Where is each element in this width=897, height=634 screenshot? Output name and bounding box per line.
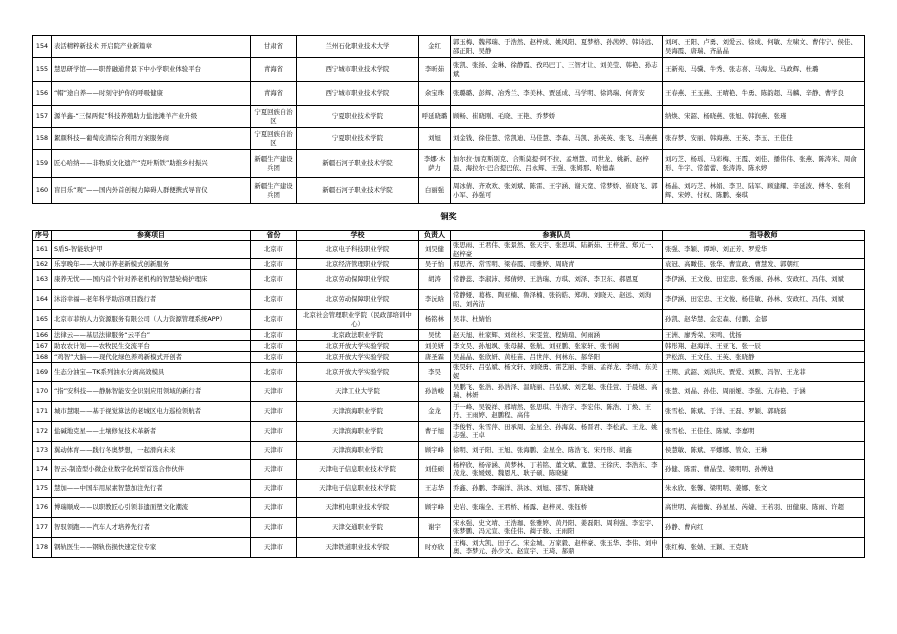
cell-advisors: 刘珂、王阳、卢勇、刘爱云、徐成、何敏、左啸文、曹伟宁、侯佳、吴海霞、唐瑞、齐晶晶 xyxy=(663,36,865,58)
cell-province: 天津市 xyxy=(251,421,297,441)
cell-province: 天津市 xyxy=(251,479,297,497)
cell-project: 智驭领跑——汽车人才培养先行者 xyxy=(52,517,251,537)
cell-project: 城市慧眼——基于视觉算法的老城区电力巡检领航者 xyxy=(52,401,251,421)
cell-advisors: 纳焕、宋韶、杨晓燕、张旭、韩润燕、张瑾 xyxy=(663,106,865,128)
cell-no: 161 xyxy=(33,240,52,259)
cell-school: 天津滨海职业学院 xyxy=(297,441,419,459)
table-row xyxy=(33,270,865,290)
cell-members: 于一峰、吴锐祥、邢靖然、张思琪、牛浩宇、李宏伟、陈浩、丁焕、王丹、王雨婷、赵鹏程、高伟 xyxy=(451,401,663,421)
cell-no: 158 xyxy=(33,128,52,150)
cell-no: 157 xyxy=(33,106,52,128)
table-row xyxy=(33,330,865,341)
cell-leader: 呼延晓璐 xyxy=(419,106,451,128)
cell-members: 王梅、刘大凯、田子乙、宋金城、万家毅、赵梓豪、张玉华、李伟、刘申奥、李梦元、孙少文、赵宣宇、王琦、郝鼎 xyxy=(451,537,663,557)
cell-members: 张思雨、王君伟、张景然、张天宇、张思琪、陆新茹、王梓萱、郑元一、赵梓豪 xyxy=(451,240,663,259)
cell-members: 徐明、刘子阳、王旭、张海鹏、金星全、陈浩飞、宋丹形、胡鑫 xyxy=(451,441,663,459)
cell-school: 天津交通职业学院 xyxy=(297,517,419,537)
cell-school: 北京电子科技职业学院 xyxy=(297,240,419,259)
header-province: 省份 xyxy=(251,231,297,241)
cell-school: 天津工业大学院 xyxy=(297,381,419,401)
cell-school: 天津滨海职业学院 xyxy=(297,421,419,441)
cell-advisors: 韩彤翔、赵海洋、王亚飞、张一辰 xyxy=(663,341,865,352)
table-row xyxy=(33,106,865,128)
cell-no: 171 xyxy=(33,401,52,421)
cell-school: 北京经济管理职业学院 xyxy=(297,259,419,270)
table-row xyxy=(33,401,865,421)
cell-no: 166 xyxy=(33,330,52,341)
cell-leader: 孙浩峻 xyxy=(419,381,451,401)
top-award-table xyxy=(32,35,865,204)
bronze-award-table xyxy=(32,230,865,558)
cell-province: 天津市 xyxy=(251,441,297,459)
cell-leader: 李沅晗 xyxy=(419,290,451,310)
cell-project: 沐浴幸福—老年科学助浴项目践行者 xyxy=(52,290,251,310)
cell-members: 张昊轩、吕弘斌、杨文轩、刘晓勇、雷艺丽、李丽、孟祥龙、李靖、东美妮 xyxy=(451,363,663,382)
cell-school: 新疆石河子职业技术学院 xyxy=(297,150,419,178)
cell-no: 154 xyxy=(33,36,52,58)
table-row xyxy=(33,352,865,363)
table-row xyxy=(33,441,865,459)
cell-advisors: 张雪松、陈斌、于洋、王磊、罗颖、郭晓磊 xyxy=(663,401,865,421)
cell-no: 165 xyxy=(33,310,52,330)
cell-province: 北京市 xyxy=(251,352,297,363)
table-row xyxy=(33,310,865,330)
cell-school: 西宁城市职业技术学院 xyxy=(297,82,419,106)
cell-advisors: 王新苑、马骥、牛秀、张志喜、马海龙、马政辉、杜璐 xyxy=(663,58,865,82)
cell-leader: 李娜·木萨力 xyxy=(419,150,451,178)
cell-no: 177 xyxy=(33,517,52,537)
cell-no: 155 xyxy=(33,58,52,82)
table-row xyxy=(33,341,865,352)
cell-no: 172 xyxy=(33,421,52,441)
cell-school: 北京政法职业学院 xyxy=(297,330,419,341)
cell-no: 156 xyxy=(33,82,52,106)
cell-members: 张璐璐、彭辉、冶秀兰、李美林、贾延成、马学明、徐鸿瑞、何菁安 xyxy=(451,82,663,106)
table-row xyxy=(33,517,865,537)
cell-province: 北京市 xyxy=(251,363,297,382)
cell-project: “帽”途自养——时刻守护你的呼吸健康 xyxy=(52,82,251,106)
cell-members: 邢思齐、常雪明、梁春霞、司雅婷、周晓青 xyxy=(451,259,663,270)
cell-no: 169 xyxy=(33,363,52,382)
cell-advisors: 王洲、廖秀荣、宋鸣、优扬 xyxy=(663,330,865,341)
table-row xyxy=(33,178,865,204)
cell-no: 162 xyxy=(33,259,52,270)
cell-members: 乔鑫、孙鹏、李瑞洋、洪冰、刘旭、邵雪、陈晓婕 xyxy=(451,479,663,497)
cell-advisors: 朱永欣、张馨、梁明明、姜娜、张文 xyxy=(663,479,865,497)
table-row xyxy=(33,459,865,479)
cell-project: “指”安科技——静脉智能安全识别应用领域的新行者 xyxy=(52,381,251,401)
cell-province: 北京市 xyxy=(251,270,297,290)
cell-no: 163 xyxy=(33,270,52,290)
table-row xyxy=(33,240,865,259)
cell-leader: 唐圣霖 xyxy=(419,352,451,363)
cell-advisors: 王期、武韶、刘洪庆、贾爱、刘默、冯智、王龙菲 xyxy=(663,363,865,382)
table-row xyxy=(33,290,865,310)
cell-leader: 白丽强 xyxy=(419,178,451,204)
cell-school: 天津机电职业技术学院 xyxy=(297,497,419,517)
cell-province: 天津市 xyxy=(251,537,297,557)
cell-project: 翼动体育——践行冬奥梦想，一起滑向未来 xyxy=(52,441,251,459)
cell-no: 168 xyxy=(33,352,52,363)
cell-no: 176 xyxy=(33,497,52,517)
cell-advisors: 高世明、高德衡、孙星星、芮婕、王若羽、田健康、陈雨、许超 xyxy=(663,497,865,517)
cell-school: 天津滨海职业学院 xyxy=(297,401,419,421)
cell-advisors: 张慧、刘晶、孙佳、周丽娅、李强、亢春艳、于涵 xyxy=(663,381,865,401)
cell-no: 167 xyxy=(33,341,52,352)
table-row xyxy=(33,128,865,150)
cell-province: 青海省 xyxy=(251,82,297,106)
cell-members: 加尔拉·加克斯别克、合斯莫提·阿不拉、孟增慧、司世龙、姚新、赵梓晨、海拉尔·巴合提巴依、吕永辉、王强、张姆那、哈德森 xyxy=(451,150,663,178)
cell-project: “鸡智”大脑——现代化绿色养鸡新模式开创者 xyxy=(52,352,251,363)
cell-school: 宁夏职业技术学院 xyxy=(297,106,419,128)
cell-no: 164 xyxy=(33,290,52,310)
cell-members: 杨梓欣、杨帝涵、黄梦林、丁若铭、董文斌、董慧、王徐庆、李浩东、李茂龙、张媛媛、魏恩凡、耿子硕、陈晓婕 xyxy=(451,459,663,479)
cell-no: 160 xyxy=(33,178,52,204)
cell-members: 宋永强、史文靖、王浩珈、张雅婷、黄丹阳、姜磊阳、周利强、李宏宇、张梦鹏、冯元宣、张佳伟、蔺子骏、王雨阳 xyxy=(451,517,663,537)
cell-school: 北京开放大学实验学院 xyxy=(297,352,419,363)
cell-no: 175 xyxy=(33,479,52,497)
cell-school: 新疆石河子职业技术学院 xyxy=(297,178,419,204)
section-title-bronze: 铜奖 xyxy=(440,212,457,221)
cell-project: 助农农计划——农牧民生交流平台 xyxy=(52,341,251,352)
cell-project: 慧加——中国车用尿素智慧加注先行者 xyxy=(52,479,251,497)
cell-leader: 曹子旭 xyxy=(419,421,451,441)
cell-advisors: 张雪松、王佳佳、陈斌、李嘉明 xyxy=(663,421,865,441)
cell-school: 北京开放大学实验学院 xyxy=(297,341,419,352)
header-school: 学校 xyxy=(297,231,419,241)
cell-leader: 杨铭林 xyxy=(419,310,451,330)
cell-school: 北京开放大学实验学院 xyxy=(297,363,419,382)
table-row xyxy=(33,58,865,82)
cell-leader: 谢宇 xyxy=(419,517,451,537)
cell-advisors: 尹松滨、王文佳、王英、张晓静 xyxy=(663,352,865,363)
cell-leader: 时亦欣 xyxy=(419,537,451,557)
cell-no: 170 xyxy=(33,381,52,401)
cell-leader: 吴子怡 xyxy=(419,259,451,270)
header-no: 序号 xyxy=(33,231,52,241)
table-row xyxy=(33,479,865,497)
cell-advisors: 孙凯、赵华慧、金宏森、付鹏、金郁 xyxy=(663,310,865,330)
cell-province: 宁夏回族自治区 xyxy=(251,106,297,128)
cell-leader: 吴忧 xyxy=(419,330,451,341)
cell-advisors: 杨晶、刘巧芝、林娟、李卫、陆军、顾建耀、辛延波、傅冬、张利辉、宋婷、付权、陈鹏、秦琪 xyxy=(663,178,865,204)
cell-leader: 李昕茹 xyxy=(419,58,451,82)
top-table-body xyxy=(33,36,865,204)
cell-project: 法律云——基层法律服务“云平台” xyxy=(52,330,251,341)
cell-leader: 金龙 xyxy=(419,401,451,421)
cell-province: 天津市 xyxy=(251,401,297,421)
cell-members: 顾畅、崔晓刚、毛晓、王艳、乔梦娇 xyxy=(451,106,663,128)
cell-project: 北京市菲纳人力资源服务有限公司（人力资源管理系统APP） xyxy=(52,310,251,330)
cell-project: 生态分油宝—TK系列油水分离高效模具 xyxy=(52,363,251,382)
cell-province: 新疆生产建设兵团 xyxy=(251,178,297,204)
cell-members: 郭玉梅、魏邦瑞、于浩然、赵梓成、姚风阳、夏梦格、孙茜婷、韩诗远、邵正阳、吴静 xyxy=(451,36,663,58)
cell-school: 天津电子信息职业技术学院 xyxy=(297,479,419,497)
cell-project: 慧思研学馆——职普融通背景下中小学职业体验平台 xyxy=(52,58,251,82)
cell-project: 智云-制造型小微企业数字化转型首选合作伙伴 xyxy=(52,459,251,479)
table-row xyxy=(33,36,865,58)
cell-project: 匠心哈纳——非物质文化遗产“克叶斯铁”助推乡村振兴 xyxy=(52,150,251,178)
cell-project: 康养无忧——国内首个针对养老机构的智慧轮椅护理床 xyxy=(52,270,251,290)
cell-school: 天津铁道职业技术学院 xyxy=(297,537,419,557)
cell-school: 天津电子信息职业技术学院 xyxy=(297,459,419,479)
cell-province: 天津市 xyxy=(251,459,297,479)
cell-project: 源羊鑫-“三保两促”科技养殖助力盐池滩羊产业升级 xyxy=(52,106,251,128)
cell-project: 絮颜科技—葡萄皮渣综合利用方案服务商 xyxy=(52,128,251,150)
cell-leader: 刘佳硕 xyxy=(419,459,451,479)
header-leader: 负责人 xyxy=(419,231,451,241)
cell-school: 西宁城市职业技术学院 xyxy=(297,58,419,82)
cell-members: 吴菲、杜婧怡 xyxy=(451,310,663,330)
cell-advisors: 孙静、曹向红 xyxy=(663,517,865,537)
cell-province: 北京市 xyxy=(251,330,297,341)
cell-leader: 李昊 xyxy=(419,363,451,382)
cell-advisors: 王春燕、王玉燕、王晴艳、牛勇、陈韵超、马麟、辛静、曹学良 xyxy=(663,82,865,106)
cell-leader: 刘美妍 xyxy=(419,341,451,352)
cell-project: 乐享晚年——大城市养老新模式创新服务 xyxy=(52,259,251,270)
cell-advisors: 张强、李颖、谭坤、刘正芳、罗爱华 xyxy=(663,240,865,259)
cell-members: 史岩、张瑞全、王君桥、杨露、赵梓灵、张钰桥 xyxy=(451,497,663,517)
cell-school: 北京劳动保障职业学院 xyxy=(297,270,419,290)
cell-province: 宁夏回族自治区 xyxy=(251,128,297,150)
cell-school: 兰州石化职业技术大学 xyxy=(297,36,419,58)
table-row xyxy=(33,537,865,557)
table-row xyxy=(33,497,865,517)
cell-members: 李俊哲、朱雪萍、田承周、金星全、孙海莫、杨晋君、李松武、王龙、姚志强、王卓 xyxy=(451,421,663,441)
table-header-row xyxy=(33,231,865,241)
cell-members: 常静蕊、李淑沛、郑倩婷、王浩瑞、方琪、刘泽、李卫东、郝恩夏 xyxy=(451,270,663,290)
cell-province: 甘肃省 xyxy=(251,36,297,58)
cell-advisors: 侯慧敏、陈斌、平娜娜、管众、王琳 xyxy=(663,441,865,459)
cell-advisors: 刘巧芝、杨瑶、马彩梅、王霞、刘佳、播伟伟、张燕、陈涛米、周俞形、牛宇、常蕾蕾、张涛涛、陈永婷 xyxy=(663,150,865,178)
cell-no: 174 xyxy=(33,459,52,479)
cell-members: 赵天旭、杜家辉、刘丝杉、宋雯萱、程婧瑄、何雨涵 xyxy=(451,330,663,341)
cell-leader: 王志华 xyxy=(419,479,451,497)
cell-leader: 金红 xyxy=(419,36,451,58)
cell-school: 北京社会管理职业学院（民政部培训中心） xyxy=(297,310,419,330)
cell-project: S盾S-智能软护甲 xyxy=(52,240,251,259)
cell-advisors: 孙健、陈雷、曹晶莹、梁明明、孙博迪 xyxy=(663,459,865,479)
cell-province: 北京市 xyxy=(251,259,297,270)
cell-advisors: 李伊涵、田宏忠、王文俊、杨佳敏、孙林、安政红、冯伟、刘斌 xyxy=(663,290,865,310)
cell-province: 北京市 xyxy=(251,310,297,330)
cell-advisors: 李伊涵、王文俊、田宏忠、张秀丽、孙林、安政红、冯伟、刘斌 xyxy=(663,270,865,290)
cell-members: 周冰倩、齐欢欢、张刘斌、陈雷、王宇涵、谢天宽、常梦娇、崔晓飞、郭小军、孙强可 xyxy=(451,178,663,204)
cell-members: 张凯、张扬、金琳、徐静霞、孜玛巴丁、三智才让、刘美莹、韩艳、孙志斌 xyxy=(451,58,663,82)
cell-project: 钢轨医生——钢轨伤损快速定位专家 xyxy=(52,537,251,557)
cell-project: 博瑞顺成——以职教匠心引领非遗面塑文化潮流 xyxy=(52,497,251,517)
cell-leader: 胡涛 xyxy=(419,270,451,290)
cell-province: 北京市 xyxy=(251,290,297,310)
table-row xyxy=(33,150,865,178)
cell-no: 173 xyxy=(33,441,52,459)
cell-advisors: 张存梦、安丽、韩海燕、王英、李玉、王佳佳 xyxy=(663,128,865,150)
cell-no: 159 xyxy=(33,150,52,178)
header-advisors: 指导教师 xyxy=(663,231,865,241)
header-project: 参赛项目 xyxy=(52,231,251,241)
cell-leader: 顾宇峰 xyxy=(419,441,451,459)
table-row xyxy=(33,259,865,270)
cell-school: 北京劳动保障职业学院 xyxy=(297,290,419,310)
header-members: 参赛队员 xyxy=(451,231,663,241)
cell-province: 新疆生产建设兵团 xyxy=(251,150,297,178)
cell-members: 吴鹏飞、张浩、孙浩泽、温晓丽、吕弘斌、刘艺聪、张佳萱、于晨煜、高瑞、林妍 xyxy=(451,381,663,401)
cell-members: 李文昊、孙旭飒、张母赫、张航、刘亚鹏、张家轩、张书阁 xyxy=(451,341,663,352)
cell-province: 北京市 xyxy=(251,341,297,352)
cell-province: 天津市 xyxy=(251,381,297,401)
cell-leader: 刘旭 xyxy=(419,128,451,150)
bronze-table-body xyxy=(33,240,865,557)
cell-province: 天津市 xyxy=(251,517,297,537)
cell-leader: 顾宇峰 xyxy=(419,497,451,517)
cell-no: 178 xyxy=(33,537,52,557)
cell-members: 刘金钱、徐佳慧、常凯迪、马佳慧、李森、马凯、孙英英、张飞、马燕燕 xyxy=(451,128,663,150)
cell-school: 宁夏职业技术学院 xyxy=(297,128,419,150)
table-row xyxy=(33,421,865,441)
table-row xyxy=(33,363,865,382)
cell-project: 盲目乐“观”——国内外首创视力障碍人群便携式导盲仪 xyxy=(52,178,251,204)
cell-advisors: 张红梅、张婧、王颖、王克晓 xyxy=(663,537,865,557)
cell-province: 青海省 xyxy=(251,58,297,82)
cell-province: 天津市 xyxy=(251,497,297,517)
cell-province: 北京市 xyxy=(251,240,297,259)
cell-leader: 刘昊健 xyxy=(419,240,451,259)
table-row xyxy=(33,381,865,401)
table-row xyxy=(33,82,865,106)
cell-project: 盐碱地克星——土壤修复技术革新者 xyxy=(52,421,251,441)
cell-project: 表活精粹新技术 开启院产业新篇章 xyxy=(52,36,251,58)
cell-members: 吴晶晶、张欣妍、黄桂苗、吕世萍、何林东、郝华阳 xyxy=(451,352,663,363)
cell-advisors: 袁冠、高瞰佳、张华、曹宣政、曹慧发、郭朝红 xyxy=(663,259,865,270)
cell-members: 常静娅、葛栋、陶亚楠、鲁泽楠、张钧皓、郑萌、刘晓天、赵远、刘洵昭、刘芮洁 xyxy=(451,290,663,310)
cell-leader: 余宝珠 xyxy=(419,82,451,106)
